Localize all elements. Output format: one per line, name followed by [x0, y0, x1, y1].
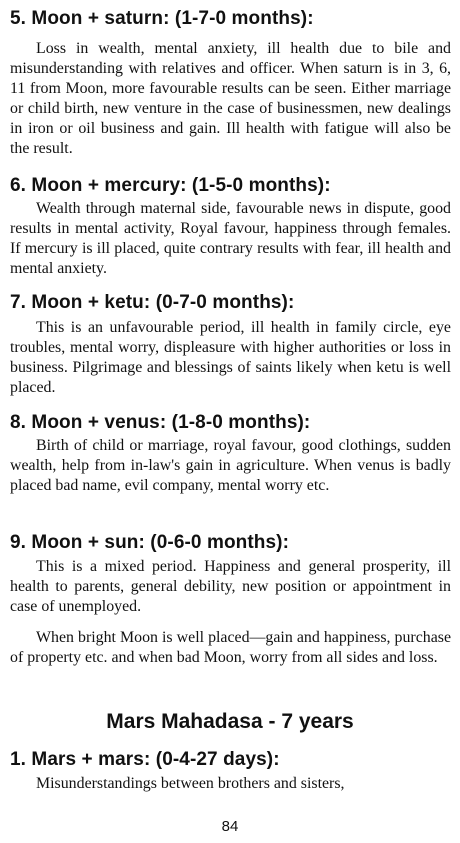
section-heading-moon-sun: 9. Moon + sun: (0-6-0 months): [10, 532, 290, 553]
section-text-moon-saturn: Loss in wealth, mental anxiety, ill health due to bile and misunderstanding with relatives and officer. When saturn is in 3, 6, 11 from Moon, more favourable results can be seen. Either marriage or child birth, new venture in the case of businessmen, new dealings in iron or oil business and gain. Ill health with fatigue will also be the result. [10, 40, 451, 157]
section-heading-moon-saturn: 5. Moon + saturn: (1-7-0 months): [10, 8, 314, 29]
section-text-moon-venus: Birth of child or marriage, royal favour, good clothings, sudden wealth, help from in-law's gain in agriculture. When venus is badly placed bad name, evil company, mental worry etc. [10, 437, 451, 494]
section-text-moon-ketu: This is an unfavourable period, ill health in family circle, eye troubles, mental worry, displeasure with higher authorities or loss in business. Pilgrimage and blessings of saints likely when ketu is well placed. [10, 319, 451, 396]
section-text-moon-sun-2: When bright Moon is well placed—gain and happiness, purchase of property etc. and when bad Moon, worry from all sides and loss. [10, 629, 451, 666]
section-heading-moon-ketu: 7. Moon + ketu: (0-7-0 months): [10, 292, 295, 313]
section-text-moon-mercury: Wealth through maternal side, favourable news in dispute, good results in mental activity, Royal favour, happiness through females. If mercury is ill placed, quite contrary results with fear, ill health and mental anxiety. [10, 200, 451, 277]
section-heading-moon-mercury: 6. Moon + mercury: (1-5-0 months): [10, 175, 331, 196]
chapter-title: Mars Mahadasa - 7 years [106, 710, 354, 733]
section-text-mars-mars: Misunderstandings between brothers and sisters, [36, 775, 345, 792]
section-text-moon-sun-1: This is a mixed period. Happiness and general prosperity, ill health to parents, general debility, new position or appointment in case of unemployed. [10, 558, 451, 615]
page-number: 84 [221, 818, 239, 835]
section-heading-mars-mars: 1. Mars + mars: (0-4-27 days): [10, 749, 280, 770]
section-heading-moon-venus: 8. Moon + venus: (1-8-0 months): [10, 412, 311, 433]
